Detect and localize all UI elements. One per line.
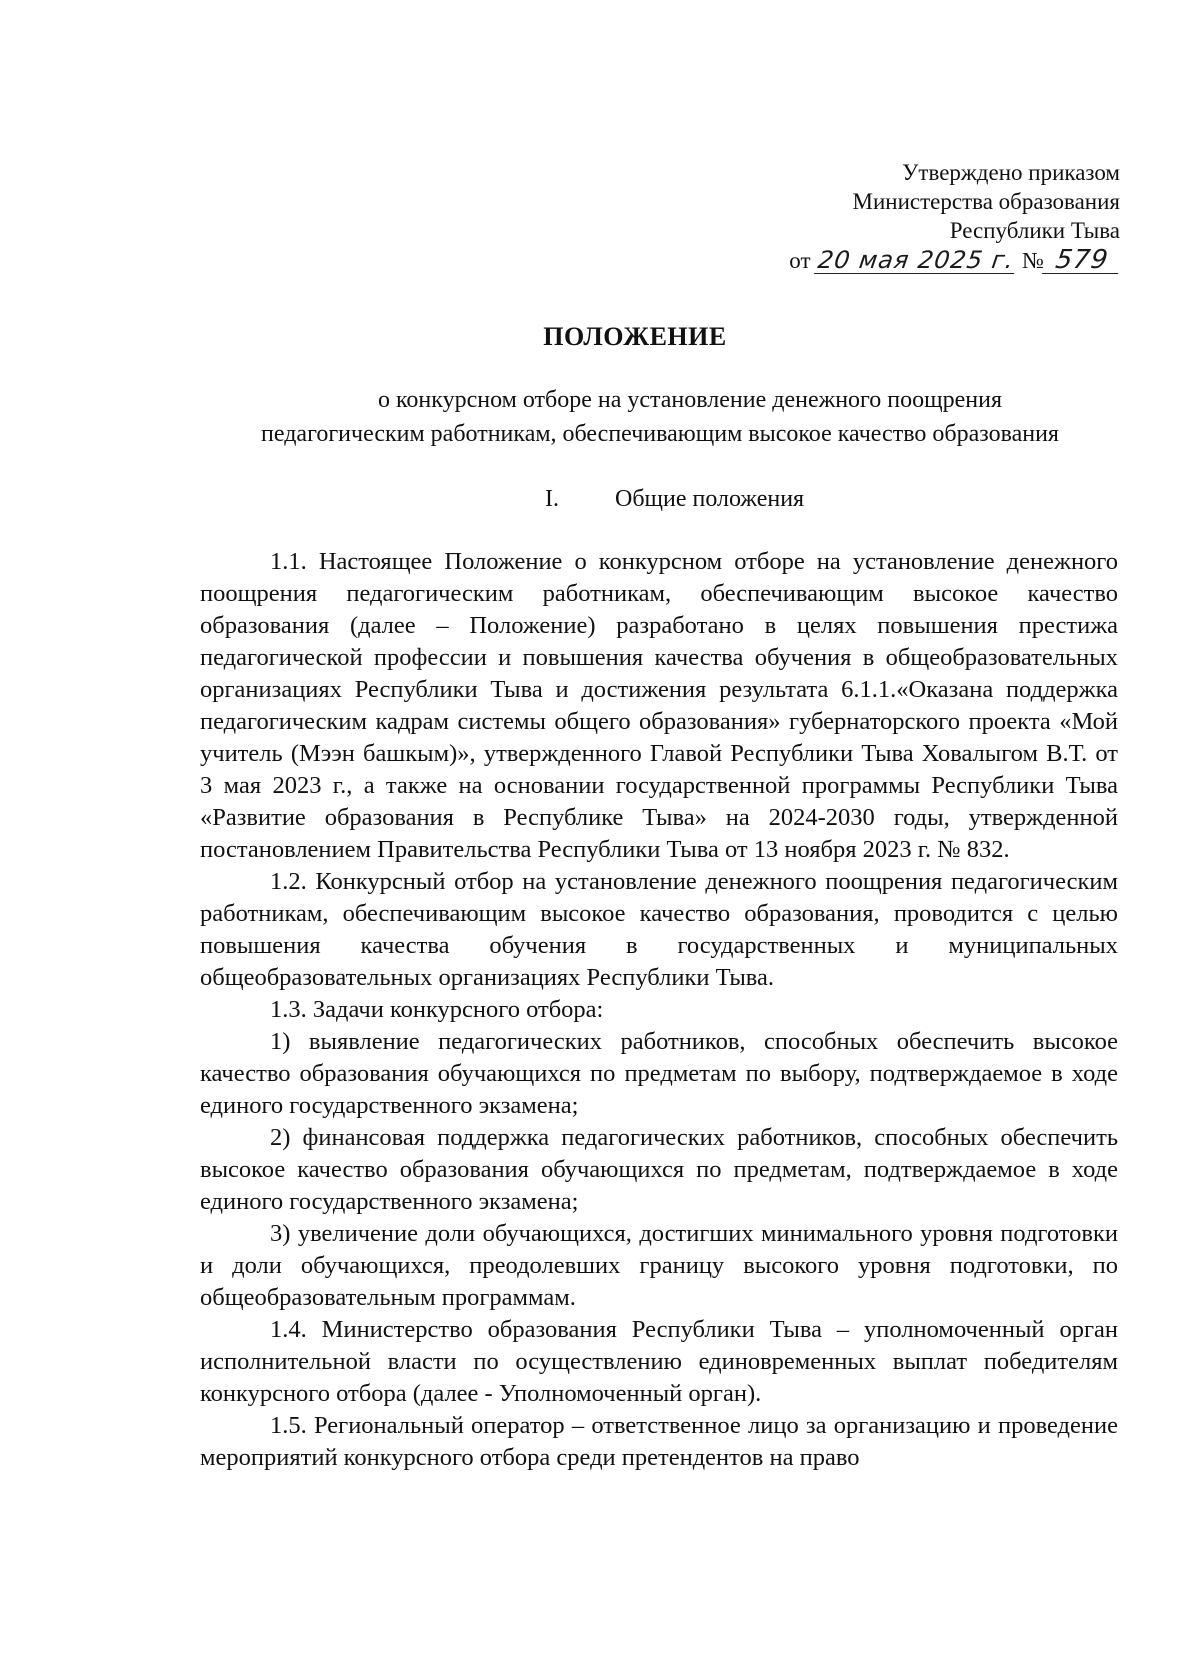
document-body xyxy=(200,546,1118,1474)
handwritten-date: 20 мая 2025 г. xyxy=(816,246,1017,274)
paragraph-1-4: 1.4. Министерство образования Республики Тыва – уполномоченный орган исполнительной власти по осуществлению единовременных выплат победителям конкурсного отбора (далее - Уполномоченный орган). xyxy=(200,1316,1118,1407)
section-title: Общие положения xyxy=(615,486,805,512)
subtitle-line-1: о конкурсном отборе на установление денежного поощрения xyxy=(377,387,1002,413)
paragraph-1-5: 1.5. Региональный оператор – ответственное лицо за организацию и проведение мероприятий конкурсного отбора среди претендентов на право xyxy=(200,1412,1118,1471)
paragraph-1-2: 1.2. Конкурсный отбор на установление денежного поощрения педагогическим работникам, обеспечивающим высокое качество образования, проводится с целью повышения качества обучения в государственных и муниципальных общеобразовательных организациях Республики Тыва. xyxy=(200,868,1118,991)
document-title: ПОЛОЖЕНИЕ xyxy=(543,322,727,351)
date-prefix: от xyxy=(789,248,811,273)
paragraph-task-2: 2) финансовая поддержка педагогических работников, способных обеспечить высокое качество образования обучающихся по предметам, подтверждаемое в ходе единого государственного экзамена; xyxy=(200,1124,1118,1215)
approval-date-line xyxy=(789,246,1120,275)
paragraph-task-3: 3) увеличение доли обучающихся, достигших минимального уровня подготовки и доли обучающихся, преодолевших границу высокого уровня подготовки, по общеобразовательным программам. xyxy=(200,1220,1118,1311)
subtitle-line-2: педагогическим работникам, обеспечивающим высокое качество образования xyxy=(261,421,1059,447)
approval-stamp-block xyxy=(789,158,1120,275)
number-prefix: № xyxy=(1022,248,1044,273)
paragraph-1-3: 1.3. Задачи конкурсного отбора: xyxy=(270,996,604,1023)
approval-line-2: Министерства образования xyxy=(852,189,1120,214)
paragraph-task-1: 1) выявление педагогических работников, способных обеспечить высокое качество образования обучающихся по предметам по выбору, подтверждаемое в ходе единого государственного экзамена; xyxy=(200,1028,1118,1119)
document-subtitle xyxy=(200,383,1120,451)
section-number: I. xyxy=(545,486,559,512)
paragraph-1-1: 1.1. Настоящее Положение о конкурсном отборе на установление денежного поощрения педагогическим работникам, обеспечивающим высокое качество образования (далее – Положение) разработано в целях повышения престижа педагогической профессии и повышения качества обучения в общеобразовательных организациях Республики Тыва и достижения результата 6.1.1.«Оказана поддержка педагогическим кадрам системы общего образования» губернаторского проекта «Мой учитель (Мээн башкым)», утвержденного Главой Республики Тыва Ховалыгом В.Т. от 3 мая 2023 г., а также на основании государственной программы Республики Тыва «Развитие образования в Республике Тыва» на 2024-2030 годы, утвержденной постановлением Правительства Республики Тыва от 13 ноября 2023 г. № 832. xyxy=(200,548,1118,863)
section-heading xyxy=(545,486,804,513)
approval-line-3: Республики Тыва xyxy=(949,218,1120,243)
handwritten-number: 579 xyxy=(1042,247,1122,274)
approval-line-1: Утверждено приказом xyxy=(902,160,1120,185)
